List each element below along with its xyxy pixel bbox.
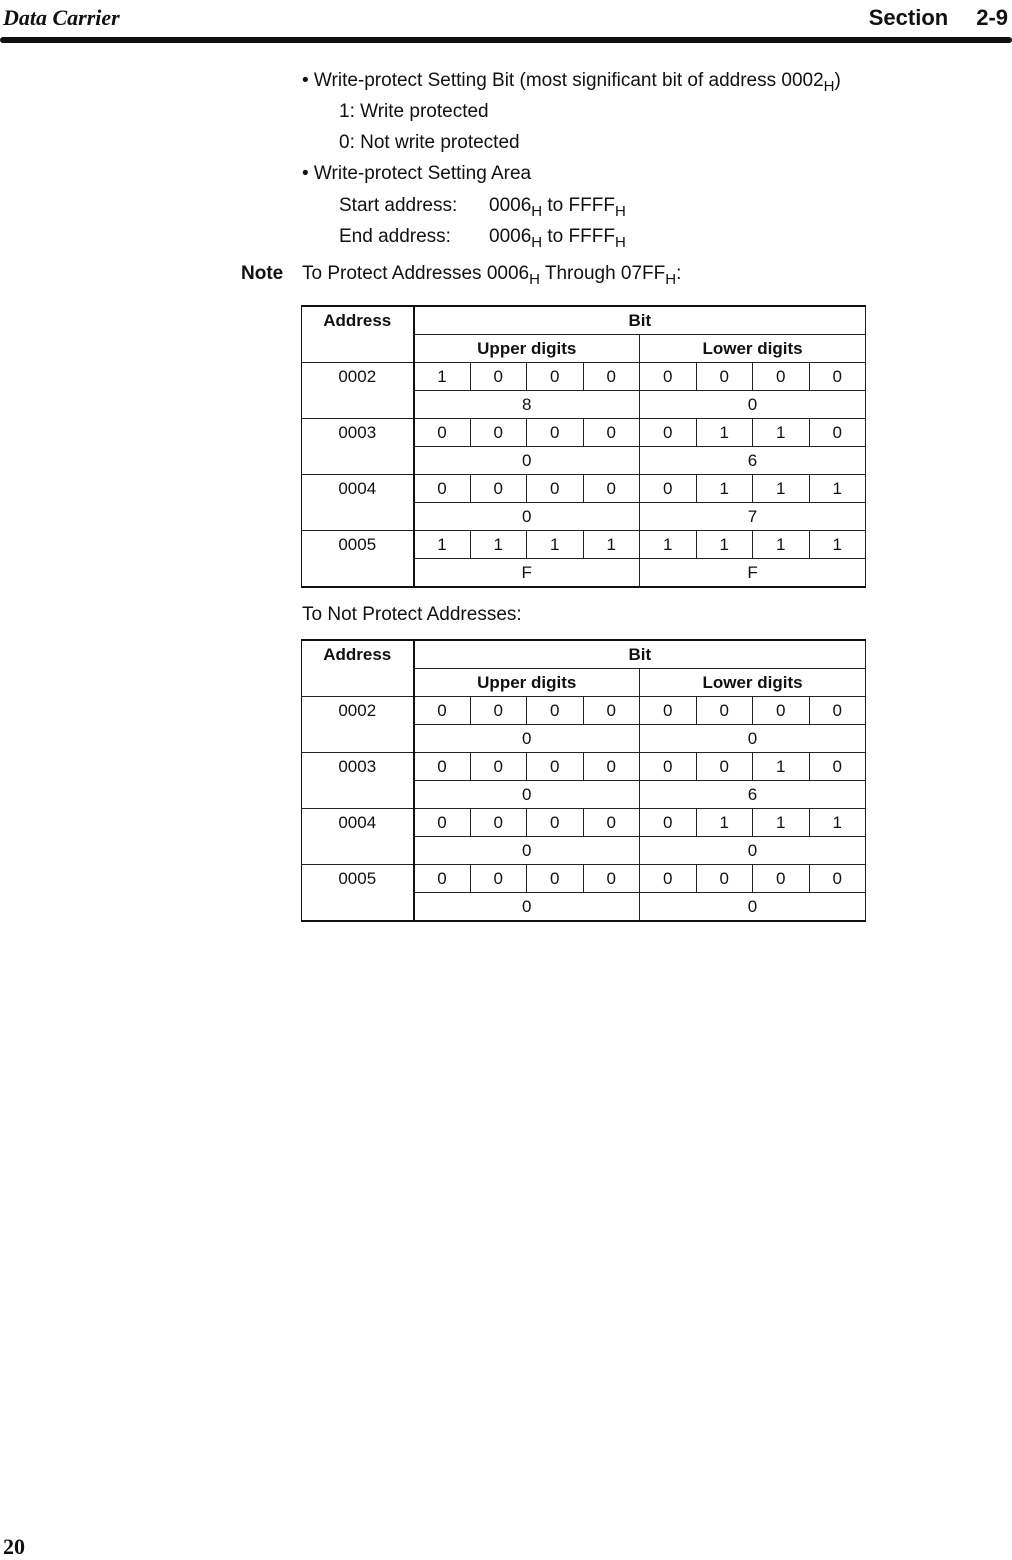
bit-cell: 0 [809,753,866,781]
bit-row [302,865,866,893]
bit-row [302,697,866,725]
address-spacer [302,559,414,588]
lower-hex-cell: 0 [640,391,866,419]
hex-row [302,781,866,809]
lower-hex-cell: 6 [640,781,866,809]
bit-cell: 0 [640,809,697,837]
address-cell: 0004 [302,809,414,837]
bit-cell: 0 [696,363,753,391]
start-address-line: Start address: $0006_H$ to $FFFF_H$ [339,195,626,220]
bit-cell: 0 [527,475,584,503]
bit-header: Bit [414,640,866,669]
bit-row [302,419,866,447]
bit-cell: 0 [809,697,866,725]
hex-row [302,893,866,922]
header-rule [0,37,1012,43]
upper-hex-cell: 0 [414,781,640,809]
hex-row [302,503,866,531]
bit-row [302,531,866,559]
bit-cell: 0 [527,697,584,725]
address-header: Address [302,306,414,335]
address-header-spacer [302,335,414,363]
address-cell: 0002 [302,363,414,391]
table-subheader-row [302,335,866,363]
bit-cell: 0 [470,697,527,725]
address-spacer [302,837,414,865]
bit-row [302,753,866,781]
bit-cell: 1 [583,531,640,559]
address-header-spacer [302,669,414,697]
bit-cell: 0 [696,697,753,725]
bit-cell: 0 [640,697,697,725]
bit-cell: 0 [527,419,584,447]
address-cell: 0003 [302,753,414,781]
bit-cell: 0 [640,475,697,503]
bit-cell: 1 [414,363,471,391]
lower-hex-cell: 0 [640,893,866,922]
bit-cell: 1 [753,809,810,837]
bit-cell: 0 [583,363,640,391]
bit-cell: 0 [414,809,471,837]
running-header-section [869,5,1008,31]
bit-cell: 0 [640,753,697,781]
hex-row [302,447,866,475]
section-label: Section [868,5,949,30]
end-address-line: End address: $0006_H$ to $FFFF_H$ [339,226,626,251]
section-number: 2-9 [976,5,1008,30]
bit-cell: 0 [527,753,584,781]
address-spacer [302,725,414,753]
bit-cell: 0 [414,865,471,893]
lower-hex-cell: 6 [640,447,866,475]
address-spacer [302,391,414,419]
upper-hex-cell: F [414,559,640,588]
bullet-write-protect-area: • Write-protect Setting Area [302,163,532,184]
bit-cell: 0 [809,419,866,447]
bit-cell: 0 [470,865,527,893]
bit-cell: 0 [470,363,527,391]
bit-cell: 0 [583,475,640,503]
bit-cell: 1 [753,419,810,447]
lower-hex-cell: F [640,559,866,588]
bit-cell: 0 [527,363,584,391]
bit-cell: 0 [753,363,810,391]
upper-digits-header: Upper digits [414,335,640,363]
table-header-row [302,640,866,669]
note-text: To Protect Addresses $0006_H$ Through $07FF_H$: [302,263,682,288]
bit-cell: 0 [583,809,640,837]
upper-hex-cell: 0 [414,893,640,922]
bit-cell: 1 [527,531,584,559]
address-header: Address [302,640,414,669]
upper-hex-cell: 0 [414,447,640,475]
bit-cell: 0 [753,865,810,893]
bit-row [302,475,866,503]
bit-cell: 1 [809,531,866,559]
bullet-write-protect-bit: • Write-protect Setting Bit (most significant bit of address $0002_H$) [302,70,841,95]
address-spacer [302,893,414,922]
bit-cell: 0 [583,419,640,447]
bit-cell: 0 [753,697,810,725]
address-cell: 0002 [302,697,414,725]
hex-row [302,559,866,588]
table-header-row [302,306,866,335]
bit-cell: 0 [414,419,471,447]
hex-row [302,391,866,419]
upper-hex-cell: 8 [414,391,640,419]
bit-cell: 0 [696,753,753,781]
bit-row [302,363,866,391]
bit-cell: 1 [470,531,527,559]
bit-cell: 0 [414,475,471,503]
bit-cell: 1 [753,753,810,781]
protect-table [301,305,866,588]
bit-cell: 0 [414,697,471,725]
bit-cell: 0 [809,363,866,391]
bit-cell: 1 [809,809,866,837]
bit-cell: 0 [696,865,753,893]
not-protect-caption: To Not Protect Addresses: [302,604,522,625]
bit-cell: 0 [640,865,697,893]
lower-digits-header: Lower digits [640,335,866,363]
hex-row [302,837,866,865]
option-write-protected: 1: Write protected [339,101,489,122]
upper-hex-cell: 0 [414,725,640,753]
address-cell: 0005 [302,531,414,559]
bit-cell: 0 [583,697,640,725]
bit-cell: 0 [470,475,527,503]
address-spacer [302,781,414,809]
bit-cell: 1 [809,475,866,503]
option-not-write-protected: 0: Not write protected [339,132,520,153]
address-spacer [302,447,414,475]
lower-hex-cell: 0 [640,725,866,753]
address-spacer [302,503,414,531]
lower-hex-cell: 0 [640,837,866,865]
upper-hex-cell: 0 [414,503,640,531]
bit-cell: 0 [809,865,866,893]
bit-cell: 0 [583,865,640,893]
bit-row [302,809,866,837]
lower-hex-cell: 7 [640,503,866,531]
bit-cell: 1 [753,475,810,503]
bit-cell: 1 [414,531,471,559]
upper-digits-header: Upper digits [414,669,640,697]
bit-cell: 0 [640,419,697,447]
bit-cell: 0 [640,363,697,391]
no-protect-table [301,639,866,922]
bit-cell: 0 [583,753,640,781]
bit-cell: 0 [527,809,584,837]
upper-hex-cell: 0 [414,837,640,865]
page-number: 20 [3,1534,25,1559]
bit-cell: 0 [470,809,527,837]
hex-row [302,725,866,753]
note-label: Note [241,263,284,284]
bit-cell: 0 [527,865,584,893]
bit-cell: 0 [414,753,471,781]
bit-cell: 1 [696,475,753,503]
table-subheader-row [302,669,866,697]
lower-digits-header: Lower digits [640,669,866,697]
bit-cell: 1 [696,419,753,447]
address-cell: 0005 [302,865,414,893]
running-header-title: Data Carrier [3,5,120,30]
bit-cell: 0 [470,753,527,781]
bit-cell: 1 [640,531,697,559]
bit-header: Bit [414,306,866,335]
bit-cell: 0 [470,419,527,447]
bit-cell: 1 [753,531,810,559]
address-cell: 0004 [302,475,414,503]
bit-cell: 1 [696,809,753,837]
bit-cell: 1 [696,531,753,559]
address-cell: 0003 [302,419,414,447]
